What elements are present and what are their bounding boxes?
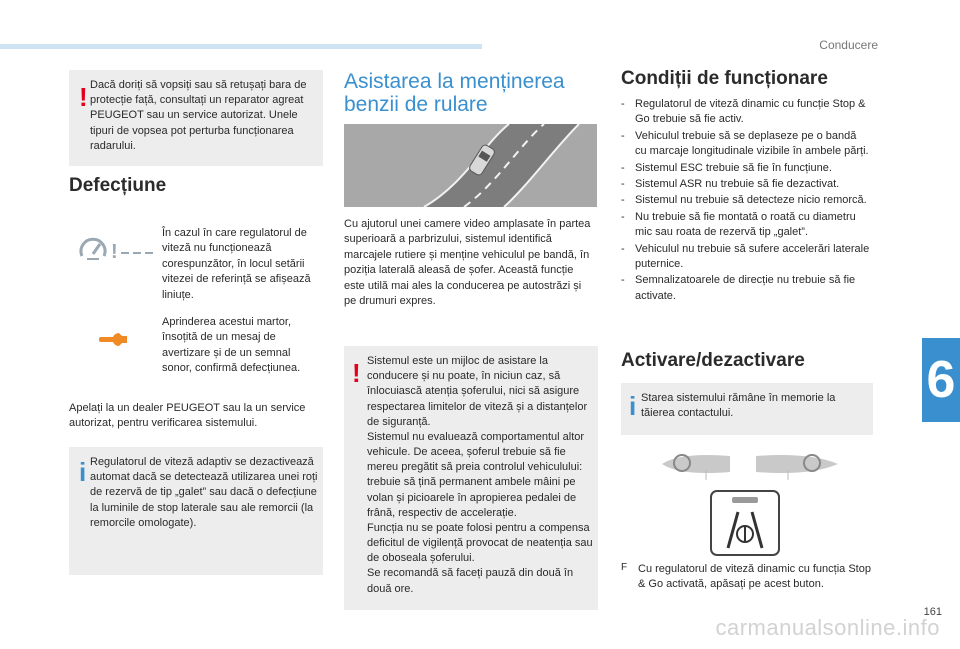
condition-item: - Regulatorul de viteză dinamic cu funcție Stop & Go trebuie să fie activ. xyxy=(621,97,871,128)
cruise-dashes-icon xyxy=(76,232,156,264)
wrench-warning-icon xyxy=(97,328,131,350)
defect-wrench-text: Aprinderea acestui martor, însoțită de un mesaj de avertizare și de un semnal sonor, confirmă defecțiunea. xyxy=(162,316,301,375)
lane-keep-title-line1: Asistarea la menținerea xyxy=(344,70,565,93)
memory-info-box xyxy=(621,383,873,435)
dealer-text: Apelați la un dealer PEUGEOT sau la un service autorizat, pentru verificarea sistemului. xyxy=(69,402,306,430)
lane-keep-button-icon[interactable] xyxy=(710,490,780,556)
activation-title: Activare/dezactivare xyxy=(621,350,805,371)
warning-line: Se recomandă să faceți pauză din două în două ore. xyxy=(367,567,574,595)
lane-keep-warning-text xyxy=(367,354,594,597)
warning-mark-icon: ! xyxy=(352,358,361,388)
adaptive-info-box xyxy=(69,447,323,575)
warning-line: Sistemul este un mijloc de asistare la conducere și nu poate, în niciun caz, să înlocuiască atenția șoferului, nici să asigure respectarea limitelor de viteză și a distanțelor de siguranță. xyxy=(367,355,588,428)
condition-item: - Sistemul ESC trebuie să fie în funcțiune. xyxy=(621,161,871,176)
lane-road-illustration xyxy=(344,124,597,207)
steering-wheel-controls-illustration xyxy=(660,448,840,482)
svg-text:!: ! xyxy=(111,241,118,263)
adaptive-info-text: Regulatorul de viteză adaptiv se dezactivează automat dacă se detectează utilizarea unei roți de rezervă de tip „galet” sau dacă o defecțiune la luminile de stop laterale sau ale remorcii (la remorcile omologate). xyxy=(90,456,318,529)
condition-item: - Sistemul ASR nu trebuie să fie dezactivat. xyxy=(621,177,871,192)
chapter-tab: 6 xyxy=(922,338,960,422)
press-button-instruction xyxy=(621,562,873,593)
defect-dashes-text: În cazul în care regulatorul de viteză nu funcționează corespunzător, în locul setării vitezei de referință se afișează liniuțe. xyxy=(162,227,311,301)
conditions-title: Condiții de funcționare xyxy=(621,68,828,89)
info-mark-icon: i xyxy=(629,391,637,421)
conditions-list xyxy=(621,97,871,305)
condition-item: - Nu trebuie să fie montată o roată cu diametru mic sau roata de rezervă tip „galet”. xyxy=(621,210,871,241)
condition-item: - Vehiculul nu trebuie să sufere accelerări laterale puternice. xyxy=(621,242,871,273)
condition-item: - Semnalizatoarele de direcție nu trebuie să fie activate. xyxy=(621,273,871,304)
lane-keep-title-line2: benzii de rulare xyxy=(344,93,488,117)
condition-item: - Sistemul nu trebuie să detecteze nicio remorcă. xyxy=(621,193,871,208)
lane-keep-warning-box xyxy=(344,346,598,610)
paint-warning-text: Dacă doriți să vopsiți sau să retușați bara de protecție față, consultați un reparator agreat PEUGEOT sau un service autorizat. Unele tipuri de vopsea pot perturba funcționarea radarului. xyxy=(90,79,307,152)
lane-keep-intro: Cu ajutorul unei camere video amplasate în partea superioară a parbrizului, sistemul identifică marcajele rutiere și menține vehiculul pe bandă, în poziția laterală aleasă de șofer. Această funcție este utilă mai ales la conducerea pe autostrăzi și pe drumuri expres. xyxy=(344,218,591,307)
press-button-text: Cu regulatorul de viteză dinamic cu funcția Stop & Go activată, apăsați pe acest buton. xyxy=(638,563,871,591)
arrow-bullet-icon: F xyxy=(621,562,628,573)
defect-title: Defecțiune xyxy=(69,175,167,196)
info-mark-icon: i xyxy=(79,457,87,487)
memory-info-text: Starea sistemului rămâne în memorie la tăierea contactului. xyxy=(641,392,836,420)
watermark: carmanualsonline.info xyxy=(715,615,940,640)
condition-item: - Vehiculul trebuie să se deplaseze pe o bandă cu marcaje longitudinale vizibile în ambele părți. xyxy=(621,129,871,160)
warning-line: Funcția nu se poate folosi pentru a compensa deficitul de vigilență provocat de neatenția sau de oboseala șoferului. xyxy=(367,521,593,565)
section-title: Conducere xyxy=(819,38,878,52)
paint-warning-box xyxy=(69,70,323,166)
top-accent-bar xyxy=(0,44,482,49)
warning-line: Sistemul nu evaluează comportamentul altor vehicule. De aceea, șoferul trebuie să fie mereu pregătit să preia controlul vehiculului: trebuie să țină permanent ambele mâini pe volan și picioarele în apropierea pedalei de frână, respectiv de accelerație. xyxy=(367,430,585,519)
lane-keep-title xyxy=(344,70,565,116)
page-number: 161 xyxy=(923,606,942,618)
warning-mark-icon: ! xyxy=(79,82,88,112)
